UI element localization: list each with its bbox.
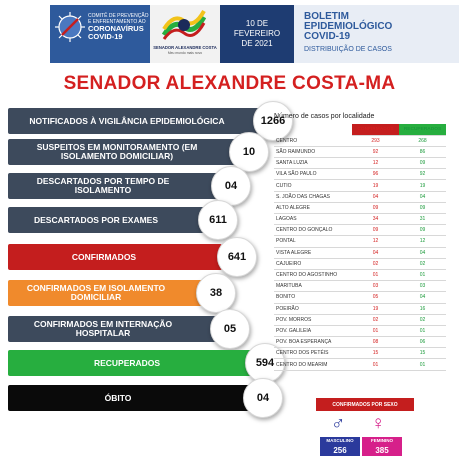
confirmed-cell: 19	[352, 303, 399, 314]
committee-code-text: COVID-19	[88, 32, 123, 41]
stat-value-circle: 1266	[253, 101, 293, 141]
table-row	[274, 135, 446, 146]
confirmed-cell: 01	[352, 269, 399, 280]
bulletin-line-2: EPIDEMIOLÓGICO	[304, 21, 393, 32]
location-cell: POV. MORROS	[274, 314, 352, 325]
location-cell: CUTIO	[274, 180, 352, 191]
cases-by-location-table	[274, 124, 446, 371]
table-row	[274, 247, 446, 258]
recovered-header: RECUPERADOS	[399, 124, 446, 135]
confirmed-cell: 34	[352, 214, 399, 225]
confirmed-cell: 03	[352, 281, 399, 292]
table-row	[274, 258, 446, 269]
stat-value-circle: 594	[245, 343, 285, 383]
recovered-cell: 01	[399, 359, 446, 370]
logo-subtitle: Meu mundo mais novo	[167, 51, 203, 55]
stat-value-circle: 611	[198, 200, 238, 240]
stat-bar: CONFIRMADOS	[8, 244, 222, 270]
table-row	[274, 325, 446, 336]
recovered-cell: 15	[399, 348, 446, 359]
confirmed-cell: 19	[352, 180, 399, 191]
recovered-cell: 09	[399, 202, 446, 213]
confirmed-cell: 12	[352, 236, 399, 247]
table-row	[274, 202, 446, 213]
location-cell: CENTRO	[274, 135, 352, 146]
stat-bar: DESCARTADOS POR TEMPO DE ISOLAMENTO	[8, 173, 220, 199]
location-cell: SANTA LUZIA	[274, 158, 352, 169]
recovered-cell: 02	[399, 258, 446, 269]
location-cell: LAGOAS	[274, 214, 352, 225]
committee-small-text: COMITÊ DE PREVENÇÃO E ENFRENTAMENTO AO	[88, 13, 149, 25]
location-cell: S. JOÃO DAS CHAGAS	[274, 191, 352, 202]
confirmed-cell: 96	[352, 169, 399, 180]
date-month: FEVEREIRO	[233, 29, 281, 38]
male-value: 256	[320, 444, 360, 456]
recovered-cell: 12	[399, 236, 446, 247]
confirmed-cell: 01	[352, 325, 399, 336]
coronavirus-icon	[54, 11, 86, 43]
recovered-cell: 04	[399, 292, 446, 303]
location-cell: POEIRÃO	[274, 303, 352, 314]
stat-bar: NOTIFICADOS À VIGILÂNCIA EPIDEMIOLÓGICA	[8, 108, 268, 134]
location-cell: POV. GALILEIA	[274, 325, 352, 336]
male-icon: ♂	[331, 413, 346, 434]
table-row	[274, 269, 446, 280]
stat-bar: CONFIRMADOS EM ISOLAMENTO DOMICILIAR	[8, 280, 206, 306]
recovered-cell: 03	[399, 281, 446, 292]
bulletin-title-panel	[294, 5, 459, 63]
recovered-cell: 31	[399, 214, 446, 225]
confirmed-cell: 02	[352, 258, 399, 269]
location-cell: CAJUEIRO	[274, 258, 352, 269]
location-cell: CENTRO DO AGOSTINHO	[274, 269, 352, 280]
table-row	[274, 303, 446, 314]
male-label: MASCULINO	[320, 437, 360, 444]
table-title: Número de casos por localidade	[274, 113, 375, 120]
municipality-logo	[150, 5, 220, 63]
location-cell: PONTAL	[274, 236, 352, 247]
table-row	[274, 158, 446, 169]
bulletin-line-1: BOLETIM	[304, 11, 349, 22]
recovered-cell: 04	[399, 247, 446, 258]
recovered-cell: 86	[399, 146, 446, 157]
table-row	[274, 292, 446, 303]
stat-value-circle: 641	[217, 237, 257, 277]
location-cell: CENTRO DO MEARIM	[274, 359, 352, 370]
sex-section-header: CONFIRMADOS POR SEXO	[316, 398, 414, 411]
table-row	[274, 214, 446, 225]
recovered-cell: 01	[399, 325, 446, 336]
location-cell: ALTO ALEGRE	[274, 202, 352, 213]
flag-icon	[162, 9, 206, 41]
confirmed-cell: 02	[352, 314, 399, 325]
location-cell: CENTRO DO GONÇALO	[274, 225, 352, 236]
stat-value-circle: 05	[210, 309, 250, 349]
location-cell: SÃO RAIMUNDO	[274, 146, 352, 157]
header-banner	[50, 5, 459, 63]
table-row	[274, 348, 446, 359]
female-icon: ♀	[371, 413, 386, 434]
table-header-row	[274, 124, 446, 135]
location-cell: POV. BOA ESPERANÇA	[274, 337, 352, 348]
confirmed-cell: 08	[352, 337, 399, 348]
recovered-cell: 04	[399, 191, 446, 202]
stat-value-circle: 04	[211, 166, 251, 206]
bulletin-subtitle: DISTRIBUIÇÃO DE CASOS	[304, 46, 392, 53]
stat-bar: RECUPERADOS	[8, 350, 268, 376]
table-row	[274, 281, 446, 292]
bulletin-date	[220, 5, 294, 63]
confirmed-cell: 04	[352, 191, 399, 202]
stat-bar: DESCARTADOS POR EXAMES	[8, 207, 206, 233]
table-row	[274, 191, 446, 202]
location-header	[274, 124, 352, 135]
confirmed-cell: 09	[352, 202, 399, 213]
table-row	[274, 236, 446, 247]
confirmed-cell: 12	[352, 158, 399, 169]
committee-big-text: CORONAVÍRUS	[88, 24, 144, 33]
female-value: 385	[362, 444, 402, 456]
confirmed-cell: 01	[352, 359, 399, 370]
stat-bar: ÓBITO	[8, 385, 250, 411]
date-day: 10 DE	[245, 19, 269, 28]
page-title: SENADOR ALEXANDRE COSTA-MA	[63, 73, 396, 94]
committee-panel	[50, 5, 150, 63]
location-cell: CENTRO DOS PETÉIS	[274, 348, 352, 359]
table-row	[274, 225, 446, 236]
stat-bar: CONFIRMADOS EM INTERNAÇÃO HOSPITALAR	[8, 316, 220, 342]
date-year: DE 2021	[241, 39, 273, 48]
location-cell: VISTA ALEGRE	[274, 247, 352, 258]
recovered-cell: 16	[399, 303, 446, 314]
recovered-cell: 01	[399, 269, 446, 280]
confirmed-cell: 09	[352, 225, 399, 236]
location-cell: VILA SÃO PAULO	[274, 169, 352, 180]
stat-value-circle: 10	[229, 132, 269, 172]
table-row	[274, 146, 446, 157]
table-row	[274, 180, 446, 191]
confirmed-cell: 05	[352, 292, 399, 303]
stat-value-circle: 04	[243, 378, 283, 418]
table-row	[274, 337, 446, 348]
stat-value-circle: 38	[196, 273, 236, 313]
recovered-cell: 09	[399, 158, 446, 169]
recovered-cell: 268	[399, 135, 446, 146]
confirmed-cell: 04	[352, 247, 399, 258]
table-row	[274, 359, 446, 370]
table-row	[274, 314, 446, 325]
female-label: FEMININO	[362, 437, 402, 444]
recovered-cell: 19	[399, 180, 446, 191]
bulletin-line-3: COVID-19	[304, 31, 351, 42]
location-cell: BONITO	[274, 292, 352, 303]
confirmed-cell: 92	[352, 146, 399, 157]
confirmed-cell: 15	[352, 348, 399, 359]
confirmed-header: CONFIRMADOS	[352, 124, 399, 135]
stat-bar: SUSPEITOS EM MONITORAMENTO (EM ISOLAMENTO DOMICILIAR)	[8, 139, 248, 165]
recovered-cell: 92	[399, 169, 446, 180]
location-cell: MARITUBA	[274, 281, 352, 292]
table-row	[274, 169, 446, 180]
recovered-cell: 06	[399, 337, 446, 348]
recovered-cell: 02	[399, 314, 446, 325]
recovered-cell: 09	[399, 225, 446, 236]
confirmed-cell: 293	[352, 135, 399, 146]
logo-label: SENADOR ALEXANDRE COSTA	[153, 45, 217, 50]
